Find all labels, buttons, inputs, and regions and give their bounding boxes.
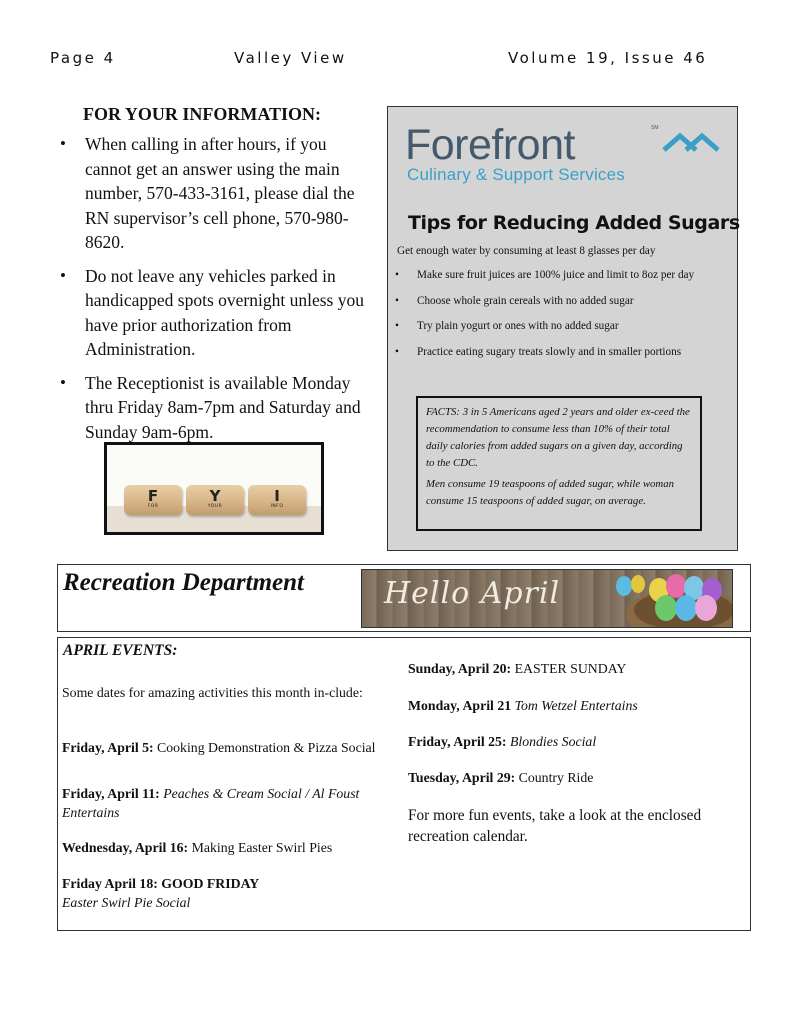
easter-eggs-basket-icon [614, 574, 732, 628]
event-entry: Wednesday, April 16: Making Easter Swirl Pies [62, 840, 333, 855]
tip-item: • Make sure fruit juices are 100% juice and limit to 8oz per day [393, 268, 738, 284]
forefront-logo [405, 122, 725, 192]
newsletter-title: Valley View [234, 49, 347, 67]
events-heading: APRIL EVENTS: [63, 642, 178, 659]
event-entry: Tuesday, April 29: Country Ride [408, 770, 594, 785]
fact-paragraph: FACTS: 3 in 5 Americans aged 2 years and older ex-ceed the recommendation to consume less than 10% of their total daily calories from added sugars on a given day, according to the CDC. [426, 406, 690, 469]
event-entry: Sunday, April 20: EASTER SUNDAY [408, 661, 627, 676]
tip-item: • Practice eating sugary treats slowly and in smaller portions [393, 345, 738, 361]
fyi-heading: FOR YOUR INFORMATION: [83, 104, 321, 124]
event-entry: Friday, April 25: Blondies Social [408, 734, 597, 749]
facts-box [416, 396, 702, 531]
event-entry: Friday, April 11: Peaches & Cream Social / Al Foust Entertains [62, 786, 360, 820]
fyi-item: • The Receptionist is available Monday thru Friday 8am-7pm and Saturday and Sunday 9am-6pm. [58, 371, 368, 445]
event-entry: Friday, April 5: Cooking Demonstration & Pizza Social [62, 740, 376, 755]
issue-info: Volume 19, Issue 46 [508, 49, 708, 67]
recreation-heading: Recreation Department [63, 569, 304, 596]
logo-subtitle: Culinary & Support Services [407, 165, 625, 184]
tips-intro: Get enough water by consuming at least 8 glasses per day [397, 245, 656, 257]
letter-cube: F FOR [124, 485, 182, 515]
tips-heading: Tips for Reducing Added Sugars [408, 212, 740, 234]
fyi-image [104, 442, 324, 535]
chevron-up-icon [660, 128, 722, 158]
fyi-item: • When calling in after hours, if you cannot get an answer using the main number, 570-433-3161, please dial the RN supervisor’s cell phone, 570-980-8620. [58, 132, 368, 255]
page-number: Page 4 [50, 49, 116, 67]
fact-paragraph: Men consume 19 teaspoons of added sugar, while woman consume 15 teaspoons of added sugar, on average. [426, 478, 675, 507]
tip-item: • Choose whole grain cereals with no added sugar [393, 294, 738, 310]
letter-cube: I INFO [248, 485, 306, 515]
hello-april-banner [361, 569, 733, 628]
fyi-item: • Do not leave any vehicles parked in handicapped spots overnight unless you have prior authorization from Administration. [58, 264, 368, 362]
tip-item: • Try plain yogurt or ones with no added sugar [393, 319, 738, 335]
events-intro: Some dates for amazing activities this month in-clude: [62, 685, 363, 700]
logo-service-mark: SM [651, 125, 659, 131]
banner-text: Hello April [384, 576, 561, 611]
more-events-note: For more fun events, take a look at the enclosed recreation calendar. [408, 807, 702, 845]
letter-cube: Y YOUR [186, 485, 244, 515]
logo-name: Forefront [405, 121, 575, 169]
tips-list [393, 268, 738, 370]
event-entry: Monday, April 21 Tom Wetzel Entertains [408, 698, 638, 713]
event-entry: Friday April 18: GOOD FRIDAY Easter Swirl Pie Social [62, 876, 260, 910]
fyi-list [58, 132, 368, 453]
